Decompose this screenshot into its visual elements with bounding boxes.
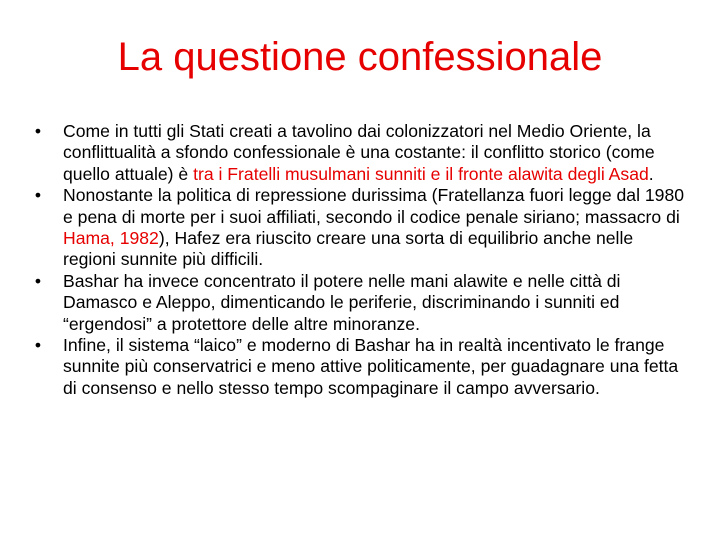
text-segment: Nonostante la politica di repressione durissima (Fratellanza fuori legge dal 1980 e pena di morte per i suoi affiliati, secondo il codice penale siriano; massacro di [63,185,685,227]
bullet-text [63,121,655,184]
bullet-marker: • [34,335,42,356]
bullet-text [63,271,620,334]
text-segment: Come in tutti gli Stati creati a tavolino dai colonizzatori nel Medio Oriente, la conflittualità a sfondo confessionale è una costante: il conflitto storico (come quello attuale) è [63,121,655,184]
bullet-marker: • [34,185,42,206]
bullet-marker: • [34,121,42,141]
highlighted-text: Hama, 1982 [63,228,159,249]
bullet-item [32,185,688,271]
bullet-list [32,121,688,399]
text-segment: Bashar ha invece concentrato il potere nelle mani alawite e nelle città di Damasco e Aleppo, dimenticando le periferie, discriminando i sunniti ed “ergendosi” a protettore delle altre minoranze. [63,270,621,334]
bullet-item [32,271,688,335]
highlighted-text: tra i Fratelli musulmani sunniti e il fronte alawita degli Asad [193,163,649,184]
bullet-text [63,185,684,269]
text-segment: Infine, il sistema “laico” e moderno di Bashar ha in realtà incentivato le frange sunnite più conservatrici e meno attive politicamente, per guadagnare una fetta di consenso e nello stesso tempo scompaginare il campo avversario. [63,335,679,398]
slide-title: La questione confessionale [117,35,603,79]
bullet-item [32,121,688,185]
text-segment: ), Hafez era riuscito creare una sorta di equilibrio anche nelle regioni sunnite più difficili. [63,228,634,270]
bullet-marker: • [34,270,42,291]
bullet-text [63,335,678,398]
text-segment: . [648,163,654,184]
bullet-item [32,335,688,399]
